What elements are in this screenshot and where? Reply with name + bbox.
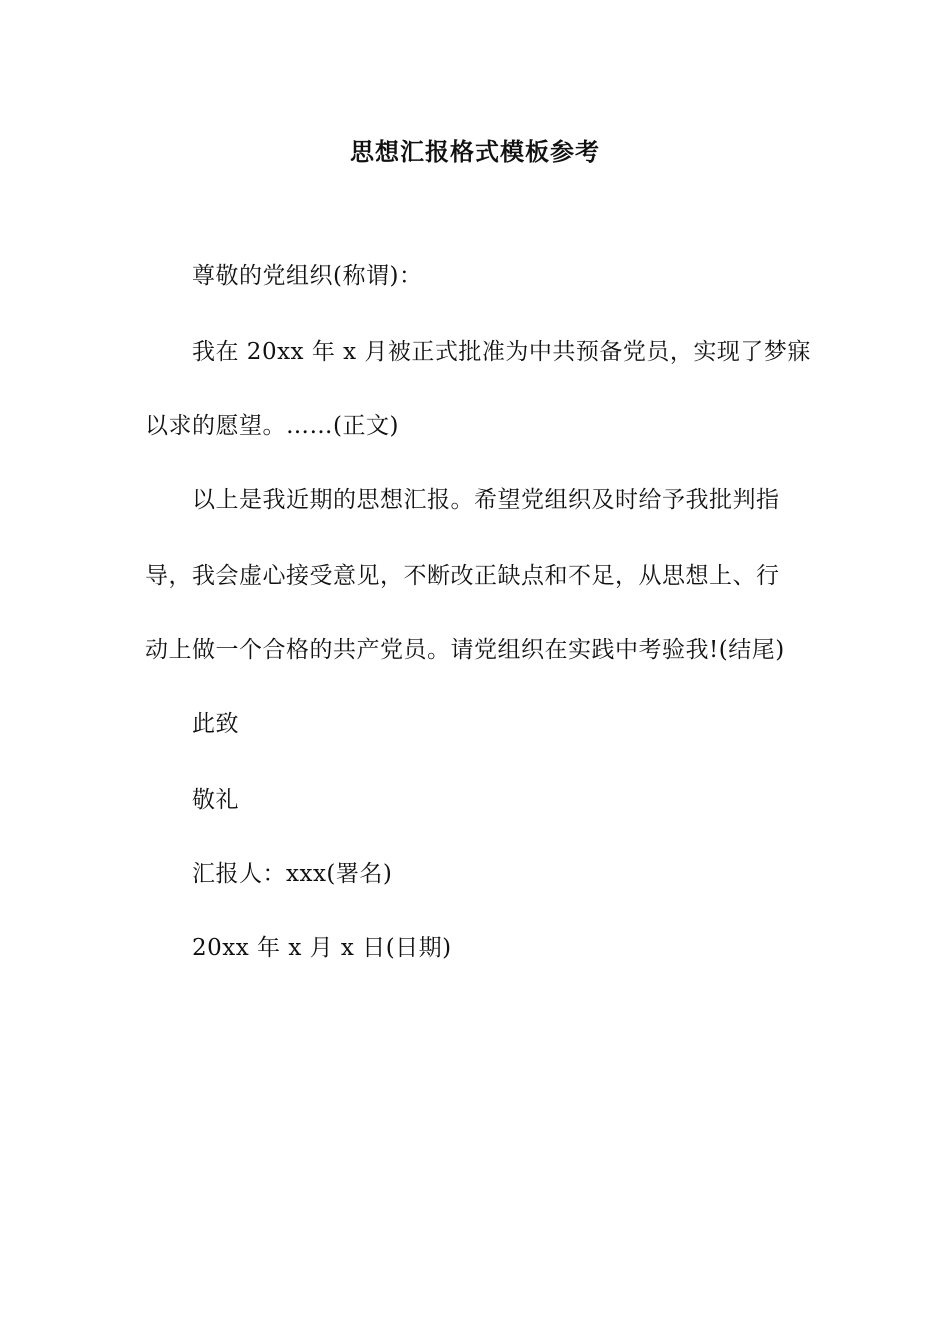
reporter-signature: 汇报人：xxx(署名) (192, 861, 393, 887)
body-paragraph-1-line-2: 以求的愿望。……(正文) (145, 413, 399, 439)
report-date: 20xx 年 x 月 x 日(日期) (192, 935, 452, 961)
body-paragraph-2-line-3: 动上做一个合格的共产党员。请党组织在实践中考验我!(结尾) (145, 637, 785, 663)
salutation: 尊敬的党组织(称谓)： (192, 263, 423, 289)
body-paragraph-2-line-2: 导，我会虚心接受意见，不断改正缺点和不足，从思想上、行 (145, 563, 780, 589)
body-paragraph-2-line-1: 以上是我近期的思想汇报。希望党组织及时给予我批判指 (192, 487, 780, 513)
closing-line-2: 敬礼 (192, 787, 239, 813)
document-title: 思想汇报格式模板参考 (350, 137, 600, 166)
closing-line-1: 此致 (192, 711, 239, 737)
body-paragraph-1-line-1: 我在 20xx 年 x 月被正式批准为中共预备党员，实现了梦寐 (192, 339, 811, 365)
